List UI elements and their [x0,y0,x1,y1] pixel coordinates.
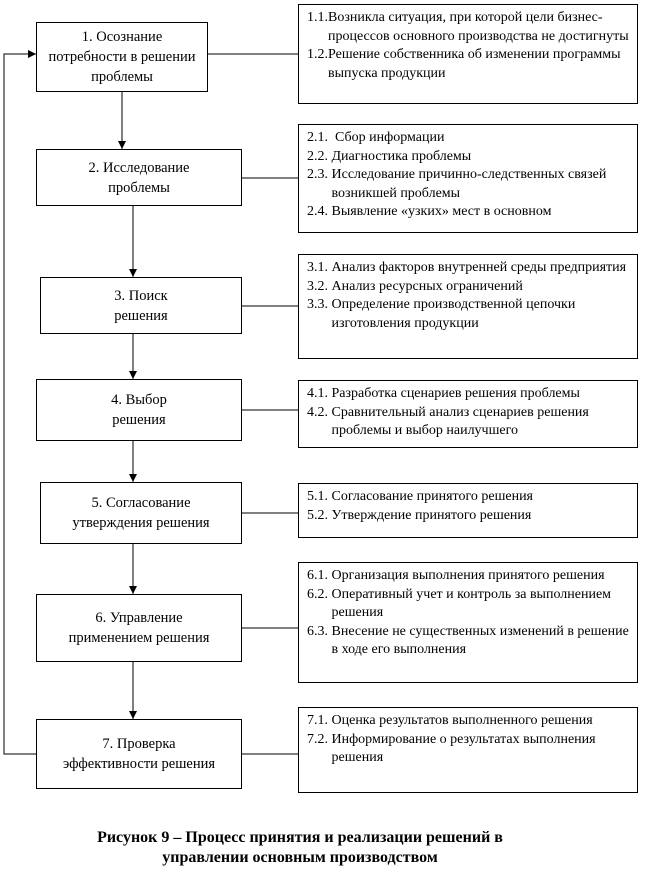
detail-item-2-4 [307,203,629,222]
detail-4-box [298,380,638,448]
stage-6-line-1: 6. Управление [95,610,183,626]
detail-item-2-2 [307,148,629,167]
stage-2-line-2: проблемы [108,179,170,196]
detail-item-2-1-number: 2.1. [307,130,335,145]
detail-7-box [298,707,638,793]
detail-item-7-2-text: Информирование о результатах выполнения решения [331,731,596,765]
detail-item-4-1 [307,385,629,404]
stage-2-line-1: 2. Исследование [88,159,190,176]
detail-item-4-2-text: Сравнительный анализ сценариев решения проблемы и выбор наилучшего [331,404,589,438]
stage-1-line-1: 1. Осознание [81,29,163,45]
detail-item-4-2-number: 4.2. [307,404,332,420]
detail-item-2-4-number: 2.4. [307,204,332,219]
stage-4-line-2: решения [112,412,166,428]
detail-item-2-3 [307,166,629,203]
detail-item-3-2 [307,278,629,297]
detail-item-6-1-number: 6.1. [307,568,332,583]
detail-item-6-3-text: Внесение не существенных изменений в решение в ходе его выполнения [331,623,629,657]
detail-item-5-1-number: 5.1. [307,489,332,504]
stage-3-line-2: решения [114,307,168,324]
detail-item-7-2 [307,731,629,768]
stage-6-box [36,594,242,662]
detail-item-5-1 [307,488,629,507]
detail-item-1-1-text: Возникла ситуация, при которой цели бизнес-процессов основного производства не достигнуты [328,10,629,44]
detail-6-box [298,562,638,683]
detail-item-3-3-number: 3.3. [307,297,332,312]
figure-caption-line-1: Рисунок 9 – Процесс принятия и реализации решений в [97,829,503,846]
stage-7-box [36,719,242,789]
detail-item-2-1-text: Сбор информации [335,130,445,145]
detail-item-5-2 [307,507,629,526]
detail-item-7-1 [307,712,629,731]
stage-5-line-2: утверждения решения [72,515,210,531]
detail-5-box [298,483,638,538]
detail-item-2-2-number: 2.2. [307,148,332,164]
detail-item-7-2-number: 7.2. [307,731,332,747]
stage-3-box [40,277,242,334]
detail-item-1-1 [307,9,629,46]
stage-4-line-1: 4. Выбор [111,392,167,408]
stage-4-box [36,379,242,441]
detail-item-1-2 [307,46,629,83]
stage-1-box [36,22,208,92]
detail-item-6-2-text: Оперативный учет и контроль за выполнением решения [331,586,612,620]
detail-item-2-2-text: Диагностика проблемы [331,148,472,164]
detail-2-box [298,124,638,233]
detail-item-1-2-number: 1.2. [307,47,328,62]
stage-6-line-2: применением решения [68,630,210,646]
detail-item-3-1 [307,259,629,278]
detail-item-2-4-text: Выявление «узких» мест в основном [331,204,552,219]
detail-3-box [298,254,638,359]
stage-5-box [40,482,242,544]
detail-item-6-3 [307,623,629,660]
detail-item-3-1-text: Анализ факторов внутренней среды предприятия [331,260,627,275]
detail-item-2-3-number: 2.3. [307,167,332,182]
detail-item-5-2-number: 5.2. [307,507,332,523]
detail-item-2-3-text: Исследование причинно-следственных связей возникшей проблемы [331,167,607,201]
detail-item-5-1-text: Согласование принятого решения [331,489,533,504]
detail-item-1-1-number: 1.1. [307,10,328,25]
stage-7-line-1: 7. Проверка [102,736,176,752]
stage-2-box [36,149,242,206]
detail-1-box [298,4,638,104]
detail-item-4-1-text: Разработка сценариев решения проблемы [331,386,580,401]
detail-item-2-1 [307,129,629,148]
detail-item-4-2 [307,404,629,441]
figure-caption [0,828,600,868]
detail-item-7-1-number: 7.1. [307,713,332,728]
detail-item-6-3-number: 6.3. [307,623,332,639]
detail-item-6-2 [307,586,629,623]
detail-item-7-1-text: Оценка результатов выполненного решения [331,713,593,728]
detail-item-3-1-number: 3.1. [307,260,332,275]
detail-item-6-2-number: 6.2. [307,586,332,602]
detail-item-4-1-number: 4.1. [307,386,332,401]
detail-item-1-2-text: Решение собственника об изменении программы выпуска продукции [328,47,621,81]
detail-item-6-1-text: Организация выполнения принятого решения [331,568,605,583]
stage-5-line-1: 5. Согласование [91,495,191,511]
figure-caption-line-2: управлении основным производством [162,849,438,866]
detail-item-3-3-text: Определение производственной цепочки изготовления продукции [331,297,576,331]
stage-1-line-3: проблемы [91,69,153,85]
detail-item-3-3 [307,296,629,333]
feedback-loop [4,54,36,754]
detail-item-5-2-text: Утверждение принятого решения [331,507,532,523]
detail-item-3-2-text: Анализ ресурсных ограничений [331,278,523,294]
stage-1-line-2: потребности в решении [48,49,196,65]
detail-item-6-1 [307,567,629,586]
stage-7-line-2: эффективности решения [62,756,216,772]
detail-item-3-2-number: 3.2. [307,278,332,294]
stage-3-line-1: 3. Поиск [114,287,168,304]
